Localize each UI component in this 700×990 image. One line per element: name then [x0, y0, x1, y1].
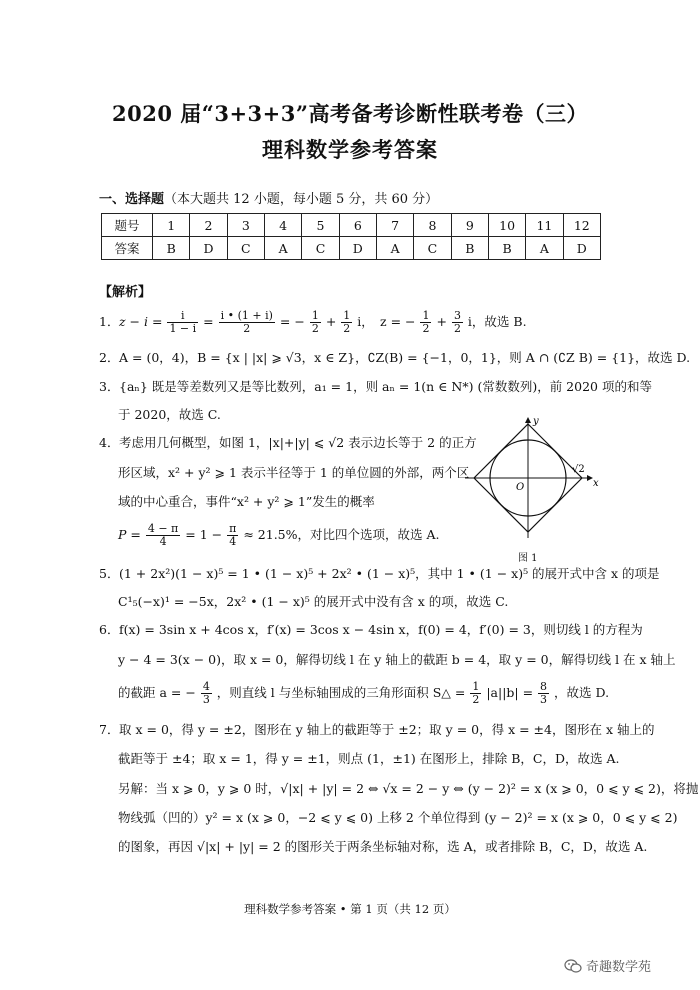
solution-5 — [99, 566, 660, 581]
solution-text: ，则直线 l 与坐标轴围成的三角形面积 S△ = — [216, 685, 466, 701]
fraction — [227, 523, 238, 548]
table-cell: 1 — [153, 214, 190, 237]
fraction — [201, 681, 212, 706]
table-cell: 4 — [264, 214, 301, 237]
solution-7-alt: 物线弧（凹的）y² = x (x ⩾ 0，−2 ⩽ y ⩽ 0) 上移 2 个单位得到 (y − 2)² = x (x ⩾ 0，0 ⩽ y ⩽ 2) — [118, 810, 678, 825]
solution-text: i， z = − — [357, 314, 416, 330]
fraction — [167, 310, 198, 335]
solution-text: z − i = — [119, 314, 163, 330]
solution-number: 6． — [99, 622, 120, 637]
fraction — [310, 310, 321, 335]
fraction-denominator: 3 — [202, 693, 210, 707]
solution-text: A = (0，4)，B = {x | |x| ⩾ √3，x ∈ Z}，∁Z(B) = {−1，0，1}，则 A ∩ (∁Z B) = {1}，故选 D. — [119, 350, 691, 365]
fraction-numerator: 8 — [540, 680, 548, 693]
section-note: （本大题共 12 小题，每小题 5 分，共 60 分） — [164, 192, 439, 207]
fraction — [420, 310, 431, 335]
table-cell: C — [227, 237, 264, 260]
solution-6-cont: y − 4 = 3(x − 0)，取 x = 0，解得切线 l 在 y 轴上的截距 b = 4，取 y = 0，解得切线 l 在 x 轴上 — [118, 652, 676, 667]
solution-text: + — [325, 314, 337, 330]
answer-table — [101, 213, 601, 260]
table-cell: 8 — [414, 214, 451, 237]
solution-text: i，故选 B. — [467, 314, 527, 330]
table-cell: 10 — [488, 214, 525, 237]
solution-4-cont: 形区域，x² + y² ⩾ 1 表示半径等于 1 的单位圆的外部，两个区 — [118, 465, 470, 480]
fraction — [146, 523, 180, 548]
analysis-label: 【解析】 — [99, 285, 152, 300]
fraction-denominator: 4 — [159, 535, 167, 549]
table-row-label: 答案 — [102, 237, 153, 260]
table-cell: B — [451, 237, 488, 260]
page-footer: 理科数学参考答案 • 第 1 页（共 12 页） — [244, 902, 456, 916]
fraction-numerator: i • (1 + i) — [220, 309, 273, 322]
solution-6 — [99, 622, 643, 637]
solution-4-formula — [118, 523, 439, 548]
solution-text: 取 x = 0，得 y = ±2，图形在 y 轴上的截距等于 ±2；取 y = 0，得 x = ±4，图形在 x 轴上的 — [119, 722, 655, 737]
fraction — [538, 681, 549, 706]
origin-label: O — [516, 482, 525, 493]
fraction — [452, 310, 463, 335]
fraction-denominator: 1 − i — [169, 322, 197, 336]
table-row-label: 题号 — [102, 214, 153, 237]
table-cell: 7 — [376, 214, 413, 237]
table-cell: A — [264, 237, 301, 260]
watermark — [564, 956, 651, 975]
table-row — [102, 214, 601, 237]
solution-number: 7． — [99, 722, 120, 737]
fraction-denominator: 3 — [540, 693, 548, 707]
solution-text: = — [203, 314, 214, 330]
page-title: 2020 届“3+3+3”高考备考诊断性联考卷（三） — [112, 101, 588, 126]
watermark-text: 奇趣数学苑 — [586, 960, 652, 975]
fraction-numerator: π — [229, 522, 237, 535]
table-cell: 5 — [302, 214, 339, 237]
solution-7-cont: 截距等于 ±4；取 x = 1，得 y = ±1，则点 (1，±1) 在图形上，排除 B，C，D，故选 A. — [118, 751, 620, 766]
table-cell: 3 — [227, 214, 264, 237]
solution-6-formula — [118, 681, 609, 706]
table-cell: C — [302, 237, 339, 260]
fraction-denominator: 4 — [229, 535, 237, 549]
solution-number: 2． — [99, 350, 120, 365]
solution-4-cont: 域的中心重合，事件“x² + y² ⩾ 1”发生的概率 — [118, 494, 375, 509]
solution-text: + — [436, 314, 447, 330]
fraction-denominator: 2 — [243, 322, 251, 336]
solution-number: 3． — [99, 379, 120, 394]
solution-3 — [99, 379, 652, 394]
fraction-denominator: 2 — [472, 693, 480, 707]
fraction-numerator: 4 — [202, 680, 210, 693]
fraction-denominator: 2 — [453, 322, 461, 336]
table-cell: 12 — [563, 214, 600, 237]
wechat-icon — [564, 958, 582, 974]
table-cell: D — [563, 237, 600, 260]
fraction-numerator: 1 — [472, 680, 480, 693]
solution-text: P = — [118, 527, 141, 543]
table-cell: 9 — [451, 214, 488, 237]
fraction-numerator: i — [167, 310, 198, 323]
table-cell: D — [190, 237, 227, 260]
table-cell: B — [488, 237, 525, 260]
solution-4 — [99, 435, 477, 450]
solution-number: 1． — [99, 314, 120, 330]
table-cell: D — [339, 237, 376, 260]
section-title: 一、选择题 — [99, 192, 165, 207]
fraction-numerator: 1 — [422, 309, 430, 322]
solution-text: ≈ 21.5%，对比四个选项，故选 A. — [243, 527, 440, 543]
root2-label: √2 — [572, 464, 585, 475]
fraction-numerator: 3 — [453, 309, 461, 322]
solution-text: 的截距 a = − — [118, 685, 196, 701]
x-axis-label: x — [593, 478, 599, 489]
fraction-numerator: 4 − π — [147, 522, 179, 535]
table-cell: 11 — [526, 214, 563, 237]
solution-text: f(x) = 3sin x + 4cos x，f′(x) = 3cos x − 4sin x，f(0) = 4，f′(0) = 3，则切线 l 的方程为 — [119, 622, 643, 637]
fraction-denominator: 2 — [343, 322, 351, 336]
fraction-denominator: 2 — [422, 322, 430, 336]
solution-7-alt: 的图象，再因 √|x| + |y| = 2 的图形关于两条坐标轴对称，选 A，或者排除 B，C，D，故选 A. — [118, 839, 648, 854]
solution-2 — [99, 350, 690, 365]
solution-text: = 1 − — [185, 527, 223, 543]
table-cell: C — [414, 237, 451, 260]
solution-1 — [99, 310, 527, 335]
table-cell: A — [376, 237, 413, 260]
figure-caption: 图 1 — [518, 553, 538, 564]
solution-text: ，故选 D. — [554, 685, 610, 701]
section-heading — [99, 188, 438, 207]
fraction — [470, 681, 481, 706]
fraction-denominator: 2 — [311, 322, 319, 336]
solution-text: (1 + 2x²)(1 − x)⁵ = 1 • (1 − x)⁵ + 2x² • (1 − x)⁵，其中 1 • (1 − x)⁵ 的展开式中含 x 的项是 — [119, 566, 660, 581]
table-cell: 6 — [339, 214, 376, 237]
y-axis-label: y — [533, 416, 539, 427]
fraction-numerator: 1 — [311, 309, 319, 322]
solution-text: 考虑用几何概型，如图 1，|x|+|y| ⩽ √2 表示边长等于 2 的正方 — [119, 435, 477, 450]
fraction — [219, 310, 275, 335]
page-subtitle: 理科数学参考答案 — [262, 137, 438, 162]
table-cell: 2 — [190, 214, 227, 237]
fraction-numerator: 1 — [343, 309, 351, 322]
table-cell: B — [153, 237, 190, 260]
solution-7 — [99, 722, 654, 737]
table-cell: A — [526, 237, 563, 260]
solution-text: |a||b| = — [486, 685, 534, 701]
solution-text: {aₙ} 既是等差数列又是等比数列，a₁ = 1，则 aₙ = 1(n ∈ N*) (常数数列)，前 2020 项的和等 — [119, 379, 652, 394]
solution-3-cont: 于 2020，故选 C. — [118, 407, 221, 422]
solution-number: 5． — [99, 566, 120, 581]
solution-text: = − — [279, 314, 305, 330]
figure-1 — [460, 414, 600, 544]
table-row — [102, 237, 601, 260]
solution-7-alt: 另解：当 x ⩾ 0，y ⩾ 0 时，√|x| + |y| = 2 ⇔ √x = 2 − y ⇔ (y − 2)² = x (x ⩾ 0，0 ⩽ y ⩽ 2)，将抛 — [118, 781, 699, 796]
solution-number: 4． — [99, 435, 120, 450]
fraction — [341, 310, 352, 335]
solution-5-cont: C¹₅(−x)¹ = −5x，2x² • (1 − x)⁵ 的展开式中没有含 x 的项，故选 C. — [118, 594, 509, 609]
